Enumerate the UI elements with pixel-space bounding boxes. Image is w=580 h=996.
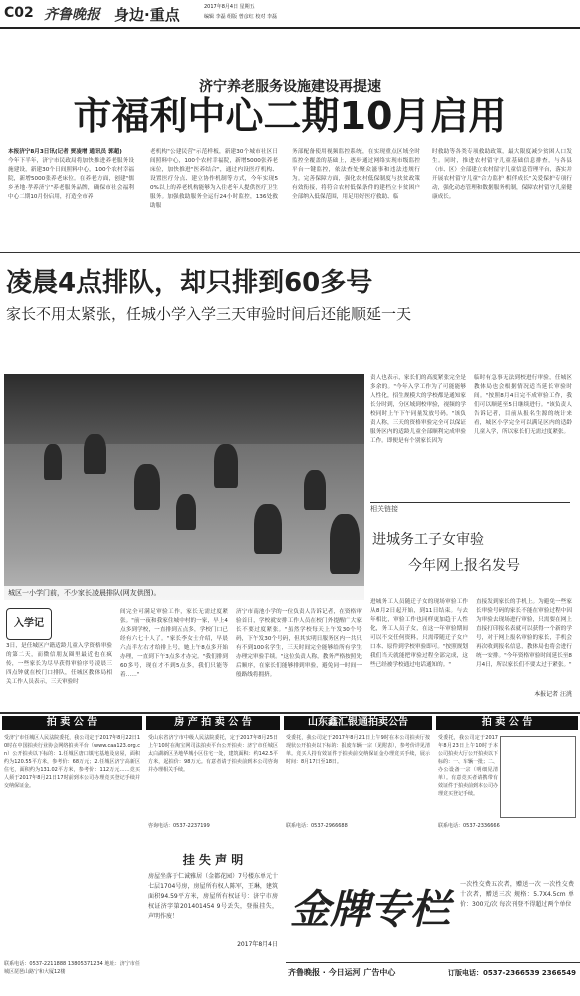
- related-column-2: 直接发到家长的手机上。为避免一些家长审验号码的家长不能在审验过程中因为审验去现场进行审验，只需要在网上直接打印报名表就可以获得一个新的学号，对于网上报名审验的家长，手机会再次收到报名信息，教体局也将会进行统一安排。"今年资格审验时间延长至8月4日，所以家长们不要太过于紧张。": [476, 599, 572, 668]
- story1-column-2: 老机构"公建民营"示范样板，新建30个城市社区日间照料中心，100个农村幸福院，新增5000张养老床位，加快推进"医养结合"，通过内设医疗机构、设置医疗分点、建立协作机制等方式，今年实现50%以上的养老机构能够为入住老年人提供医疗卫生服务。加强救助服务全运行24小时监控，136处救助服: [150, 149, 278, 209]
- related-title-2: 今年网上报名发号: [408, 558, 520, 574]
- related-byline: 本报记者 汪洮: [534, 691, 572, 698]
- footer-phone: 订版电话：0537-2366539 2366549: [447, 969, 576, 977]
- lost-notice-text: 房屋坐落于仁诚雅居（金都花园）7号楼东单元十七层1704号房，房屋所有权人陈军，王琳，建筑面积94.59平方米，房屋所有权证号：济宁市房权证济字第201401454 9号丢失，登报挂失，声明作废！: [148, 873, 278, 920]
- story1-column-3: 务部配备使用视频监控系统，在实现重点区域全时监控全覆盖的基础上，逐步通过网络实现市级监控平台一键监控，依法查处聚众滋事和违法违规行为。完善保障方面，强化农村低保制度与扶贫政策有效衔接，将符合农村低保条件的建档立卡贫困户全部纳入低保范围，用足用好医疗救助、临: [292, 149, 420, 200]
- ad-bank-contact: 联系电话：0537-2966688: [286, 823, 348, 829]
- divider: [0, 712, 580, 714]
- editors-line: 编辑 李磊 组版 曾彦红 校对 李磊: [204, 14, 277, 20]
- ad-bank-title: 山东鑫汇银通拍卖公告: [284, 716, 432, 730]
- story2-subhead: 家长不用太紧张，任城小学入学三天审验时间后还能顺延一天: [6, 305, 412, 323]
- masthead: [0, 0, 580, 29]
- story2-column-2: 间完全可满足审验工作，家长无需过度紧张。"前一夜和我家住城中村的一家，早上4点多到学校，一直排到五点多，学校门口已经有六七十人了。"家长李女士介绍，早晨六点半左右才给排上号，她上午8点多开始办理，一直到下午3点多才办完。"我们排到60多号，现在才不到5点多，我们只能等着……": [120, 609, 228, 678]
- footer-ad-center: 齐鲁晚报 · 今日运河 广告中心: [288, 968, 396, 977]
- banner-rates: 一次性交费五次者，赠送一次 一次性交费十次者，赠送三次 规格：5.7X4.5cm 单价：300元/次 每次刊登不得超过两个单位: [460, 881, 574, 908]
- ad-house-title: 房 产 拍 卖 公 告: [146, 716, 280, 730]
- photo-figure: [304, 470, 326, 510]
- lost-notice-date: 2017年8月4日: [237, 941, 278, 948]
- photo-figure: [134, 464, 160, 510]
- ad-auction-1-title: 拍 卖 公 告: [2, 716, 142, 730]
- photo-figure: [214, 444, 238, 488]
- related-column-1: 进城务工人员随迁子女的现场审验工作从8月2日起开始，到11日结束。与去年相比，审验工作也同样更加趋于人性化，务工人员子女，在这一年审验期间可以不交任何资料，只需带随迁子女户口本、原件到学校审验即可。"按照规划我们当天就能把审验过程全部完成，这些已经被学校通过电话通知的。": [370, 599, 468, 668]
- date-line: 2017年8月4日 星期五: [204, 4, 255, 10]
- photo-figure: [330, 514, 360, 574]
- ad-auction-4-title: 拍 卖 公 告: [436, 716, 578, 730]
- photo-figure: [254, 504, 282, 554]
- ad-auction-1-text: 受济宁市任城区人民法院委托，我公司定于2017年8月22日10时在中国拍卖行业协会网络拍卖平台（www.caa123.org.cn）公开拍卖以下标的：1.任城区唐口镇宅基地及房屋，面积约为120.55平方米，参考价：68万元；2.任城区济宁高新区住宅，面积约为131.02平方米，参考价：112万元……竞买人须于2017年8月21日17时前到本公司办理竞买登记手续并交纳保证金。: [4, 735, 140, 789]
- ad-house-text: 受山东省济宁市中级人民法院委托，定于2017年8月25日上午10时在淘宝网司法拍卖平台公开拍卖：济宁市任城区太白湖新区圣地华城小区住宅一处，建筑面积：约142.5平方米，起拍价：98万元。有意者请于拍卖前到本公司咨询并办理相关手续。: [148, 735, 278, 773]
- section-name: 身边·重点: [114, 6, 180, 24]
- photo-figure: [84, 434, 106, 474]
- ad-house-contact: 咨询电话：0537-2237199: [148, 823, 210, 829]
- page-code: C02: [4, 5, 34, 21]
- story2-column-1: 3日，是任城区户籍适龄儿童入学资格审验的第二天，而微信朋友圈里最近也在疯传，一些家长为尽早获得审验序号凌晨三四点钟就在校门口排队，任城区教体局相关工作人员表示，三天审验时: [6, 643, 112, 685]
- divider: [0, 252, 580, 253]
- story1-column-1: 今年下半年，济宁市民政局将加快推进养老服务设施建设，新建30个日间照料中心，100个农村幸福院，新增5000张养老床位。在养老方面，创建"儒乡圣地·孝养济宁"养老服务品牌，确保市社会福利中心二期10月份启用，打造全市养: [8, 158, 134, 200]
- ad-auction-4-table: [500, 736, 576, 818]
- story2-column-5: 临时有急事无法到校进行审验，任城区教体局也会根据情况适当延长审验时间。"按照8月4日完不成审验工作，我们可以顺延至5日继续进行。"该负责人告诉记者，目前从报名生源的统计来看，城区小学完全可以满足区内的适龄儿童入学，所以家长们无需过度紧张。: [474, 375, 572, 435]
- related-title-1: 进城务工子女审验: [372, 532, 484, 548]
- story2-headline: 凌晨4点排队，却只排到60多号: [6, 268, 373, 298]
- ad-bank-text: 受委托，我公司定于2017年8月21日上午9时在本公司拍卖厅按现状公开拍卖以下标的：报废车辆一宗（见附表），参考价详见清单。竞买人持有效证件于拍卖前交纳保证金办理竞买手续，展示时间：8月17日至18日。: [286, 735, 430, 765]
- paper-name: 齐鲁晚报: [44, 7, 100, 23]
- story2-column-4: 责人也表示，家长们的高度紧张完全是多余的。"今年入学工作为了可能能够人性化，招生规模大的学校都是通知家长分时到，分区域到校审验，视频的学校同时上午下午同量发放号码。"该负责人称，三天的资格审验完全可以保证服务区内的适龄儿童全部顺利完成审验工作。即便是有个别家长因为: [370, 375, 466, 444]
- news-photo: [4, 374, 364, 600]
- story1-kicker: 济宁养老服务设施建设再提速: [199, 79, 381, 95]
- photo-figure: [44, 444, 62, 480]
- banner-art: 金牌专栏: [290, 886, 450, 933]
- photo-background: [4, 374, 364, 444]
- story1-column-4: 时救助等各类专项救助政策，最大限度减少贫困人口发生。同时，推进农村留守儿童基础信息排查，与各县（市、区）全部建立农村留守儿童信息管理平台，落实并开展农村留守儿童"合力监护 相伴成长"关爱保护专项行动，强化动态管理和数据服务机制，保障农村留守儿童健康成长。: [432, 149, 572, 200]
- ad-auction-1-contact: 联系电话：0537-2211888 13805371234 地址：济宁市任城区琵琶山路宁和大厦12楼: [4, 961, 140, 975]
- ad-auction-4-text: 受委托，我公司定于2017年8月23日上午10时于本公司拍卖大厅公开拍卖以下标的：一、车辆一批；二、办公设备一宗（明细见清单）。有意竞买者请携带有效证件于拍卖前到本公司办理竞买登记手续。: [438, 735, 498, 797]
- photo-figure: [176, 494, 196, 530]
- story2-column-3: 济宁市南池小学的一位负责人告诉记者，在资格审验首日，学校就安排工作人员在校门外提醒广大家长不要过度紧张。"虽然学校每天上午发30个号码，下午发30个号码，但其实明日服务区内一共只有不到100名学生，三天时间完全能够给所有学生办理完审验手续。"这位负责人称，教务严格按照先后顺序，在家长们能够排到审验，避免同一时间一般路线将拥挤。: [236, 609, 362, 678]
- related-link-label: 相关链接: [370, 502, 570, 515]
- photo-caption: 城区一小学门前，不少家长凌晨排队(网友供图)。: [4, 586, 364, 600]
- tag-badge: 入学记: [6, 608, 52, 640]
- story1-headline: 市福利中心二期10月启用: [73, 94, 507, 138]
- divider: [286, 962, 580, 963]
- lost-notice-title: 挂 失 声 明: [182, 853, 244, 867]
- story1-byline: 本报济宁8月3日讯(记者 贾凌增 通讯员 郭超): [8, 149, 122, 155]
- ad-auction-4-contact: 联系电话：0537-2336666: [438, 823, 500, 829]
